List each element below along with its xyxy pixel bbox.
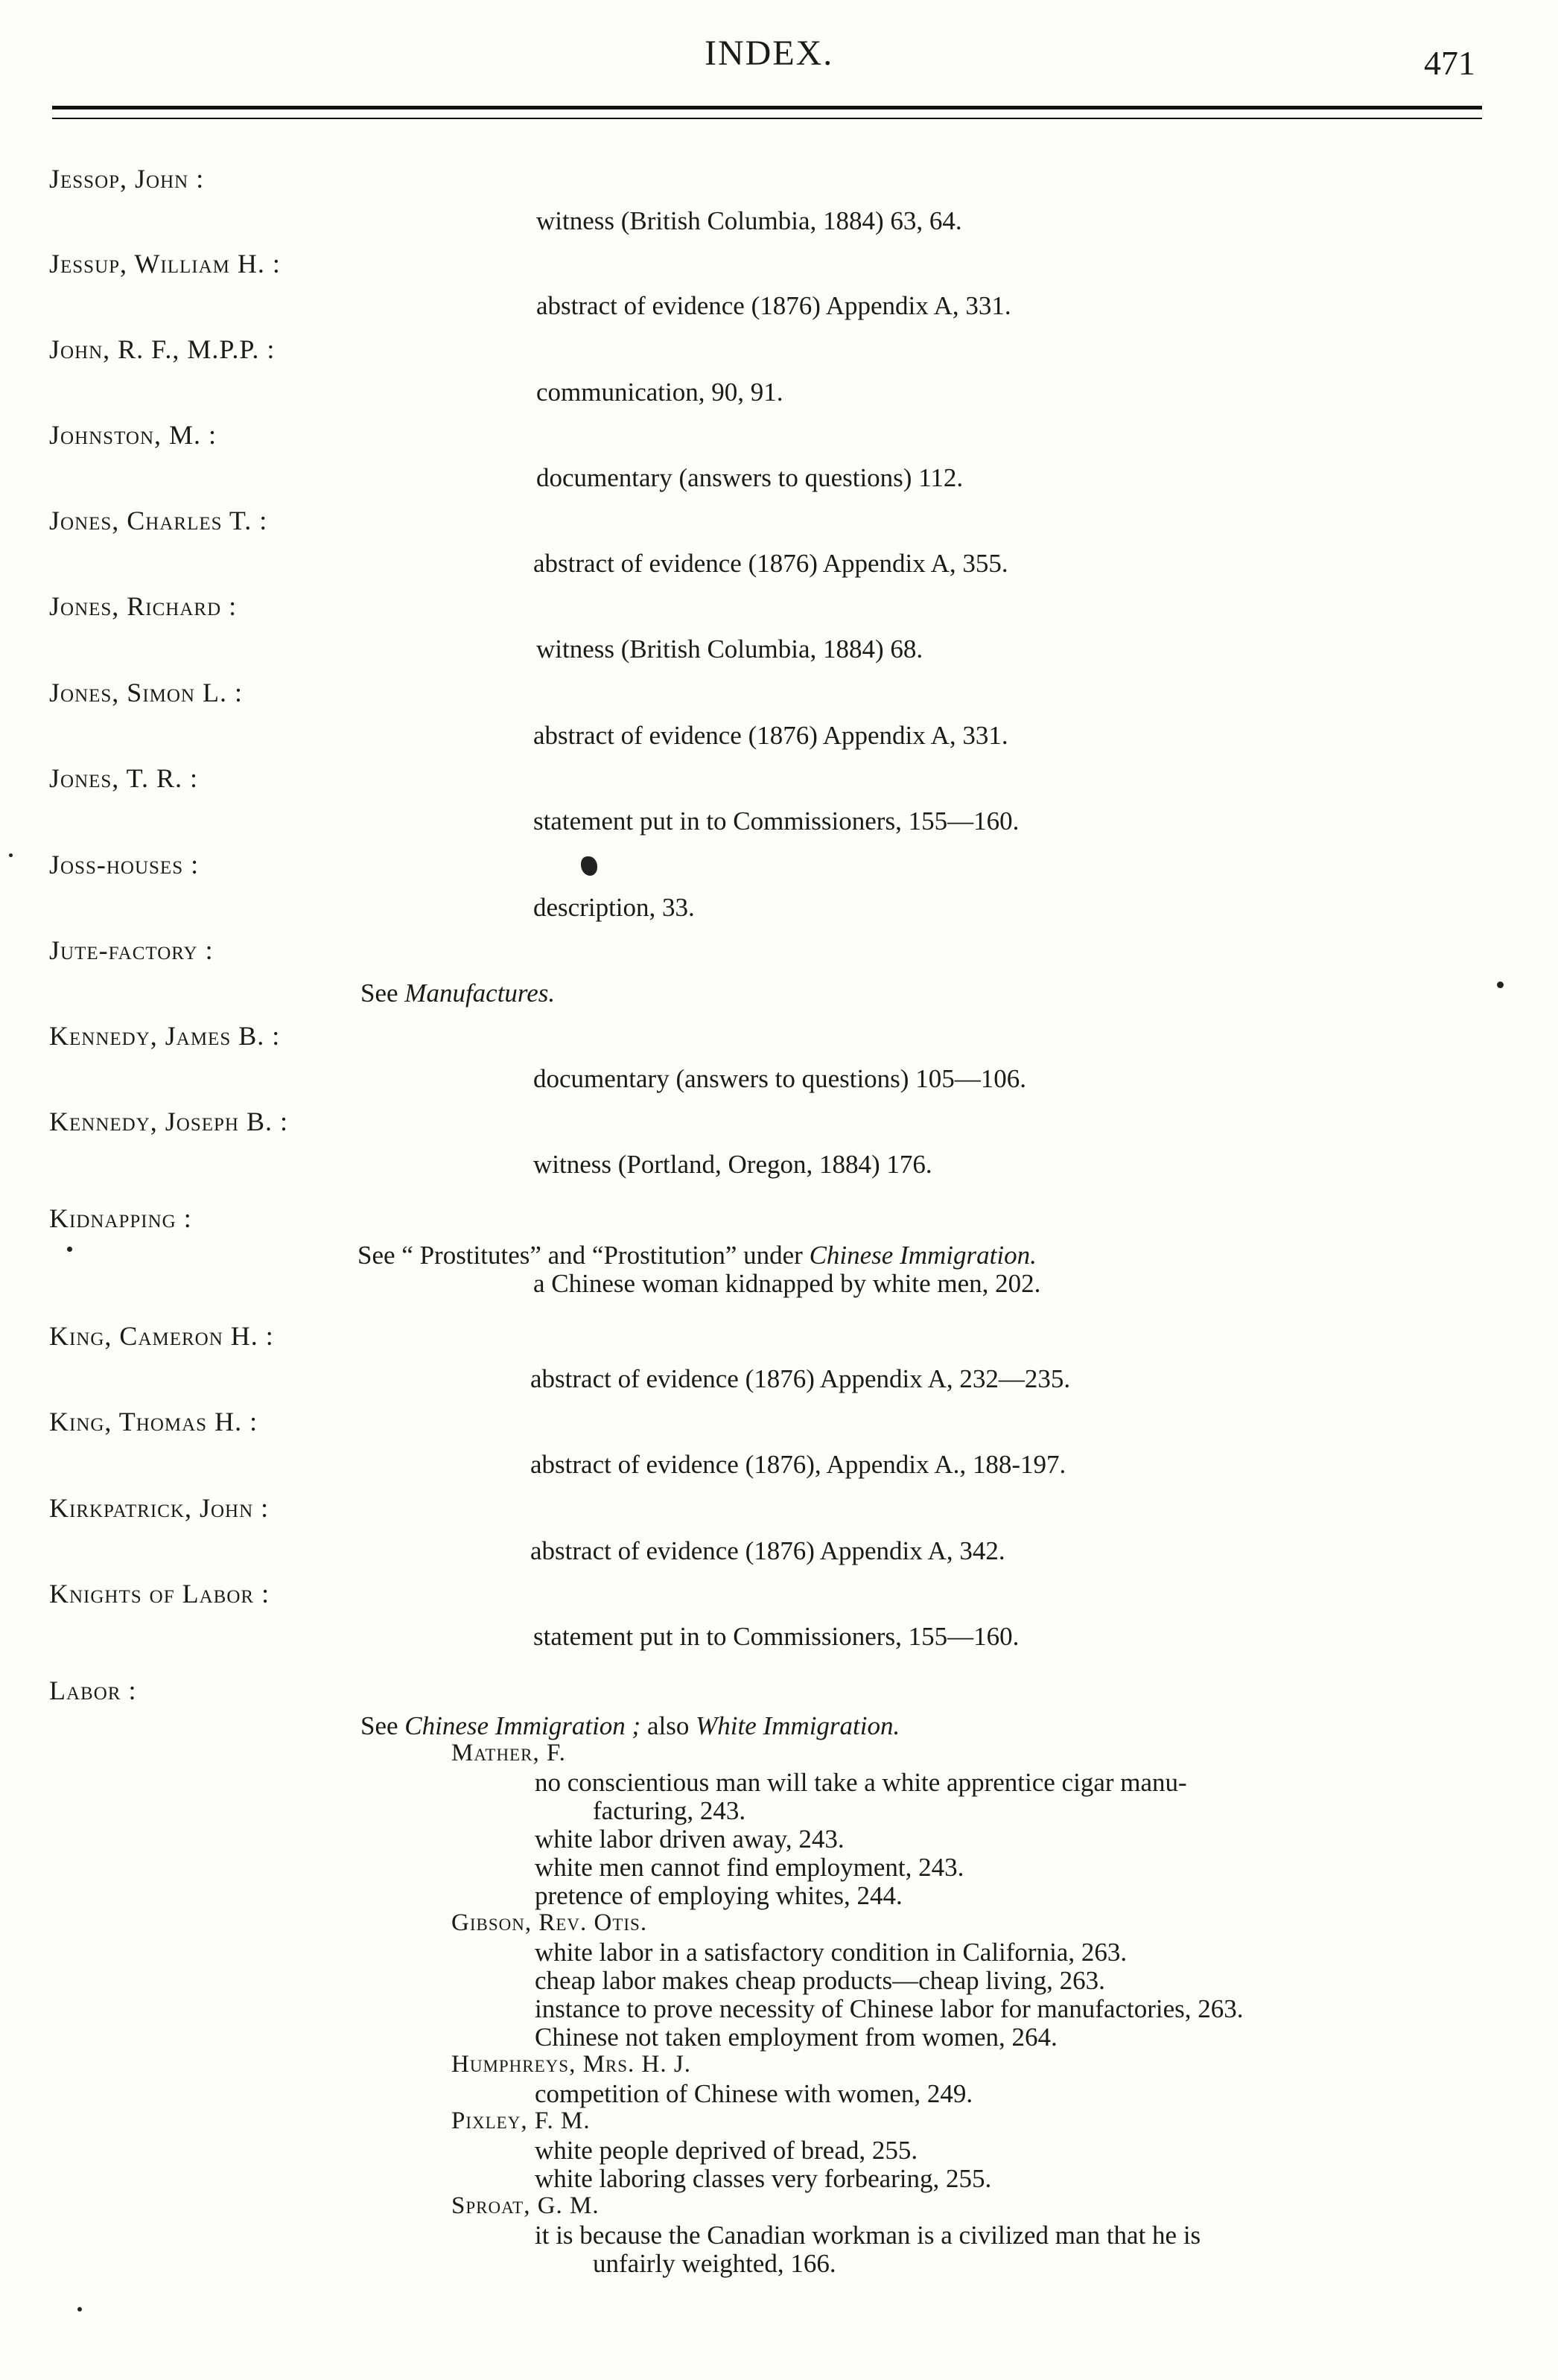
see-label: See “ Prostitutes” and “Prostitution” under <box>357 1241 803 1270</box>
entry-heading: Johnston, M. : <box>49 420 217 450</box>
entry-text: communication, 90, 91. <box>536 378 783 407</box>
page-number: 471 <box>1424 44 1475 82</box>
entry-heading: Kennedy, Joseph B. : <box>49 1107 288 1136</box>
subentry-name: Pixley, F. M. <box>451 2107 591 2134</box>
entry-heading: Jute-factory : <box>49 935 214 965</box>
scan-speck <box>1497 981 1504 988</box>
ink-blot <box>581 856 597 876</box>
entry-heading: John, R. F., M.P.P. : <box>49 334 276 364</box>
subentry-line: cheap labor makes cheap products—cheap living, 263. <box>535 1966 1105 1995</box>
subentry-line: white men cannot find employment, 243. <box>535 1853 964 1882</box>
entry-heading: King, Cameron H. : <box>49 1321 274 1351</box>
subentry-line: instance to prove necessity of Chinese labor for manufactories, 263. <box>535 1994 1244 2023</box>
entry-text: witness (British Columbia, 1884) 68. <box>536 634 923 664</box>
entry-text: abstract of evidence (1876) Appendix A, 331. <box>536 291 1011 320</box>
entry-text: statement put in to Commissioners, 155—160. <box>533 806 1020 836</box>
see-label: See <box>360 979 398 1008</box>
subentry-line: competition of Chinese with women, 249. <box>535 2079 973 2108</box>
entry-text: abstract of evidence (1876) Appendix A, 232—235. <box>530 1364 1071 1393</box>
entry-text: documentary (answers to questions) 112. <box>536 463 964 492</box>
see-reference <box>360 1713 900 1739</box>
subentry-line: pretence of employing whites, 244. <box>535 1881 903 1910</box>
subentry-line: facturing, 243. <box>593 1796 746 1825</box>
page-title: INDEX. <box>705 34 834 73</box>
subentry-line: no conscientious man will take a white apprentice cigar manu- <box>535 1768 1187 1797</box>
subentry-line: Chinese not taken employment from women, 264. <box>535 2023 1058 2052</box>
subentry-name: Mather, F. <box>451 1740 566 1766</box>
entry-text: witness (Portland, Oregon, 1884) 176. <box>533 1150 932 1179</box>
entry-text: abstract of evidence (1876) Appendix A, 342. <box>530 1536 1005 1565</box>
entry-heading: Jones, T. R. : <box>49 763 198 793</box>
entry-heading: Jones, Charles T. : <box>49 506 268 535</box>
see-target: Chinese Immigration. <box>809 1241 1037 1270</box>
see-label: See <box>360 1711 398 1740</box>
entry-heading: Kennedy, James B. : <box>49 1021 281 1051</box>
scan-speck <box>77 2307 82 2311</box>
subentry-name: Humphreys, Mrs. H. J. <box>451 2051 691 2078</box>
see-target: White Immigration. <box>696 1711 900 1740</box>
entry-heading: Jones, Richard : <box>49 591 238 621</box>
see-reference <box>360 980 555 1006</box>
subentry-line: white labor driven away, 243. <box>535 1824 845 1854</box>
subentry-line: white people deprived of bread, 255. <box>535 2136 918 2165</box>
entry-heading: Kirkpatrick, John : <box>49 1493 270 1523</box>
entry-heading: Knights of Labor : <box>49 1579 270 1609</box>
subentry-line: unfairly weighted, 166. <box>593 2249 836 2278</box>
subentry-line: white labor in a satisfactory condition in California, 263. <box>535 1938 1128 1967</box>
see-reference <box>357 1242 1037 1268</box>
scan-speck <box>67 1247 72 1252</box>
entry-heading: King, Thomas H. : <box>49 1407 258 1436</box>
subentry-name: Sproat, G. M. <box>451 2192 600 2219</box>
header-rule <box>52 106 1482 109</box>
entry-heading: Joss-houses : <box>49 850 200 879</box>
subentry-line: it is because the Canadian workman is a civilized man that he is <box>535 2221 1201 2250</box>
see-target: Chinese Immigration ; <box>404 1711 641 1740</box>
entry-text: witness (British Columbia, 1884) 63, 64. <box>536 206 962 235</box>
see-target: Manufactures. <box>404 979 556 1008</box>
entry-heading: Jessup, William H. : <box>49 249 281 279</box>
entry-text: abstract of evidence (1876) Appendix A, 331. <box>533 721 1008 750</box>
entry-text: documentary (answers to questions) 105—106. <box>533 1064 1026 1093</box>
entry-text: a Chinese woman kidnapped by white men, 202. <box>533 1269 1041 1298</box>
entry-heading: Kidnapping : <box>49 1203 192 1233</box>
header-rule-thin <box>52 118 1482 119</box>
entry-text: abstract of evidence (1876) Appendix A, 355. <box>533 549 1008 578</box>
subentry-name: Gibson, Rev. Otis. <box>451 1909 648 1936</box>
entry-heading: Labor : <box>49 1676 137 1705</box>
entry-heading: Jones, Simon L. : <box>49 678 243 707</box>
entry-heading: Jessop, John : <box>49 164 205 194</box>
subentry-line: white laboring classes very forbearing, 255. <box>535 2164 992 2193</box>
scan-speck <box>9 853 13 857</box>
see-also-label: also <box>646 1711 690 1740</box>
entry-text: description, 33. <box>533 893 695 922</box>
entry-text: statement put in to Commissioners, 155—160. <box>533 1622 1020 1651</box>
entry-text: abstract of evidence (1876), Appendix A., 188-197. <box>530 1450 1066 1479</box>
